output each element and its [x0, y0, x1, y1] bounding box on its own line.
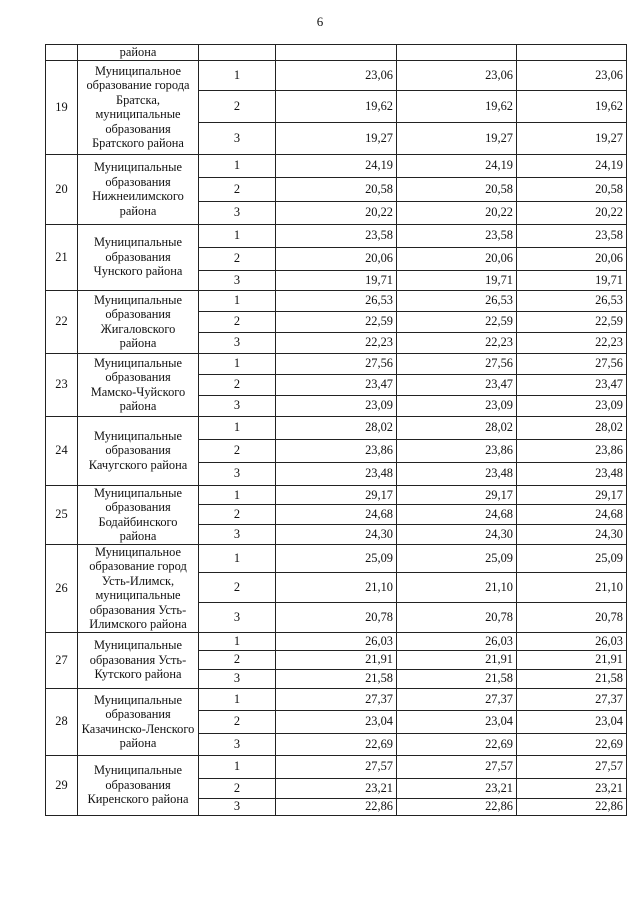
- row-number-cell: 27: [46, 632, 78, 688]
- value-cell: 22,86: [276, 798, 397, 815]
- zone-cell: 2: [199, 177, 276, 201]
- value-cell: 21,10: [517, 573, 627, 603]
- table-row: [46, 224, 627, 247]
- value-cell: 19,71: [276, 270, 397, 290]
- value-cell: 23,04: [276, 710, 397, 733]
- row-number-cell: 25: [46, 485, 78, 544]
- value-cell: 20,78: [276, 602, 397, 632]
- value-cell: 27,56: [517, 353, 627, 374]
- municipality-name-cell: Муниципальные образования Качугского района: [78, 416, 199, 485]
- zone-cell: 1: [199, 755, 276, 778]
- value-cell: 20,06: [276, 247, 397, 270]
- value-cell: 26,53: [517, 290, 627, 311]
- value-cell: 26,03: [276, 632, 397, 650]
- municipality-name-cell: Муниципальные образования Мамско-Чуйского района: [78, 353, 199, 416]
- zone-cell: 3: [199, 122, 276, 154]
- zone-cell: 2: [199, 505, 276, 525]
- municipality-name-cell: Муниципальные образования Киренского района: [78, 755, 199, 815]
- zone-cell: 3: [199, 462, 276, 485]
- municipality-name-cell: Муниципальное образование города Братска, муниципальные образования Братского района: [78, 60, 199, 154]
- zone-cell: 2: [199, 710, 276, 733]
- value-cell: 26,03: [397, 632, 517, 650]
- value-cell: 19,62: [517, 90, 627, 122]
- value-cell: 19,27: [276, 122, 397, 154]
- value-cell: 28,02: [517, 416, 627, 439]
- value-cell: 27,37: [397, 688, 517, 710]
- value-cell: 26,03: [517, 632, 627, 650]
- value-cell: 20,78: [517, 602, 627, 632]
- row-number-cell: 22: [46, 290, 78, 353]
- value-cell: 21,58: [397, 669, 517, 688]
- row-number-cell: 28: [46, 688, 78, 755]
- value-cell: 23,09: [276, 395, 397, 416]
- value-cell: 23,48: [517, 462, 627, 485]
- zone-cell: 3: [199, 201, 276, 224]
- value-cell: 29,17: [276, 485, 397, 505]
- continuation-value-cell: [276, 45, 397, 61]
- value-cell: 20,58: [276, 177, 397, 201]
- table-row: [46, 154, 627, 177]
- value-cell: 23,06: [397, 60, 517, 90]
- zone-cell: 1: [199, 290, 276, 311]
- value-cell: 27,56: [276, 353, 397, 374]
- value-cell: 19,71: [517, 270, 627, 290]
- municipality-name-cell: Муниципальные образования Чунского района: [78, 224, 199, 290]
- table-row: [46, 290, 627, 311]
- value-cell: 20,22: [397, 201, 517, 224]
- row-number-cell: 29: [46, 755, 78, 815]
- zone-cell: 3: [199, 733, 276, 755]
- zone-cell: 3: [199, 270, 276, 290]
- value-cell: 23,86: [517, 439, 627, 462]
- table-row: [46, 485, 627, 505]
- value-cell: 20,78: [397, 602, 517, 632]
- municipality-name-cell: Муниципальные образования Усть-Кутского района: [78, 632, 199, 688]
- value-cell: 22,23: [276, 332, 397, 353]
- value-cell: 23,86: [397, 439, 517, 462]
- table-row: [46, 353, 627, 374]
- value-cell: 23,04: [397, 710, 517, 733]
- table-row: [46, 416, 627, 439]
- continuation-zone-cell: [199, 45, 276, 61]
- value-cell: 24,19: [397, 154, 517, 177]
- value-cell: 20,58: [397, 177, 517, 201]
- zone-cell: 1: [199, 544, 276, 573]
- value-cell: 23,47: [276, 374, 397, 395]
- value-cell: 24,68: [397, 505, 517, 525]
- value-cell: 27,57: [517, 755, 627, 778]
- zone-cell: 1: [199, 688, 276, 710]
- municipality-name-cell: Муниципальные образования Казачинско-Ленского района: [78, 688, 199, 755]
- zone-cell: 1: [199, 632, 276, 650]
- value-cell: 23,06: [276, 60, 397, 90]
- continuation-value-cell: [397, 45, 517, 61]
- value-cell: 23,47: [397, 374, 517, 395]
- zone-cell: 2: [199, 311, 276, 332]
- value-cell: 20,06: [397, 247, 517, 270]
- table-row: [46, 544, 627, 573]
- value-cell: 20,22: [517, 201, 627, 224]
- value-cell: 27,56: [397, 353, 517, 374]
- zone-cell: 2: [199, 439, 276, 462]
- tariff-table-body: [46, 45, 627, 816]
- value-cell: 25,09: [276, 544, 397, 573]
- value-cell: 22,59: [397, 311, 517, 332]
- zone-cell: 2: [199, 90, 276, 122]
- value-cell: 23,48: [276, 462, 397, 485]
- row-number-cell: 20: [46, 154, 78, 224]
- municipality-name-cell: Муниципальные образования Нижнеилимского района: [78, 154, 199, 224]
- value-cell: 22,86: [517, 798, 627, 815]
- value-cell: 19,62: [397, 90, 517, 122]
- value-cell: 24,68: [276, 505, 397, 525]
- value-cell: 22,59: [276, 311, 397, 332]
- value-cell: 21,58: [276, 669, 397, 688]
- table-row: [46, 60, 627, 90]
- value-cell: 29,17: [397, 485, 517, 505]
- municipality-name-cell: Муниципальное образование город Усть-Илимск, муниципальные образования Усть-Илимского района: [78, 544, 199, 632]
- value-cell: 24,30: [276, 524, 397, 544]
- value-cell: 24,19: [276, 154, 397, 177]
- value-cell: 25,09: [397, 544, 517, 573]
- value-cell: 19,71: [397, 270, 517, 290]
- row-number-cell: 19: [46, 60, 78, 154]
- zone-cell: 1: [199, 224, 276, 247]
- value-cell: 29,17: [517, 485, 627, 505]
- value-cell: 27,37: [276, 688, 397, 710]
- value-cell: 27,57: [276, 755, 397, 778]
- zone-cell: 3: [199, 332, 276, 353]
- value-cell: 20,06: [517, 247, 627, 270]
- value-cell: 21,91: [517, 650, 627, 669]
- value-cell: 22,23: [397, 332, 517, 353]
- zone-cell: 1: [199, 353, 276, 374]
- value-cell: 25,09: [517, 544, 627, 573]
- value-cell: 24,30: [517, 524, 627, 544]
- value-cell: 23,21: [276, 778, 397, 798]
- municipality-name-cell: Муниципальные образования Бодайбинского района: [78, 485, 199, 544]
- zone-cell: 3: [199, 395, 276, 416]
- municipality-name-cell: Муниципальные образования Жигаловского района: [78, 290, 199, 353]
- value-cell: 23,86: [276, 439, 397, 462]
- value-cell: 22,69: [517, 733, 627, 755]
- value-cell: 28,02: [397, 416, 517, 439]
- table-row: [46, 755, 627, 778]
- continuation-value-cell: [517, 45, 627, 61]
- value-cell: 19,27: [517, 122, 627, 154]
- value-cell: 23,47: [517, 374, 627, 395]
- row-number-cell: 24: [46, 416, 78, 485]
- value-cell: 20,58: [517, 177, 627, 201]
- page-number: 6: [316, 14, 324, 29]
- value-cell: 23,48: [397, 462, 517, 485]
- value-cell: 21,91: [276, 650, 397, 669]
- value-cell: 22,59: [517, 311, 627, 332]
- value-cell: 23,58: [397, 224, 517, 247]
- value-cell: 23,09: [517, 395, 627, 416]
- value-cell: 23,09: [397, 395, 517, 416]
- value-cell: 28,02: [276, 416, 397, 439]
- row-number-cell: 23: [46, 353, 78, 416]
- zone-cell: 1: [199, 154, 276, 177]
- value-cell: 19,62: [276, 90, 397, 122]
- value-cell: 19,27: [397, 122, 517, 154]
- zone-cell: 1: [199, 416, 276, 439]
- zone-cell: 1: [199, 485, 276, 505]
- value-cell: 20,22: [276, 201, 397, 224]
- value-cell: 24,19: [517, 154, 627, 177]
- tariff-table: [45, 44, 627, 816]
- zone-cell: 3: [199, 798, 276, 815]
- value-cell: 24,68: [517, 505, 627, 525]
- zone-cell: 2: [199, 650, 276, 669]
- value-cell: 26,53: [397, 290, 517, 311]
- value-cell: 22,23: [517, 332, 627, 353]
- value-cell: 24,30: [397, 524, 517, 544]
- zone-cell: 3: [199, 602, 276, 632]
- value-cell: 21,10: [397, 573, 517, 603]
- value-cell: 22,69: [276, 733, 397, 755]
- value-cell: 26,53: [276, 290, 397, 311]
- value-cell: 22,69: [397, 733, 517, 755]
- zone-cell: 1: [199, 60, 276, 90]
- value-cell: 23,21: [397, 778, 517, 798]
- zone-cell: 2: [199, 778, 276, 798]
- value-cell: 23,58: [276, 224, 397, 247]
- zone-cell: 2: [199, 573, 276, 603]
- value-cell: 23,04: [517, 710, 627, 733]
- row-number-cell: 21: [46, 224, 78, 290]
- table-row: [46, 632, 627, 650]
- value-cell: 21,58: [517, 669, 627, 688]
- value-cell: 27,57: [397, 755, 517, 778]
- value-cell: 27,37: [517, 688, 627, 710]
- value-cell: 23,06: [517, 60, 627, 90]
- value-cell: 23,21: [517, 778, 627, 798]
- continuation-name-cell: района: [78, 45, 199, 61]
- value-cell: 21,10: [276, 573, 397, 603]
- table-row: [46, 688, 627, 710]
- zone-cell: 3: [199, 524, 276, 544]
- continuation-row: [46, 45, 627, 61]
- zone-cell: 2: [199, 374, 276, 395]
- zone-cell: 2: [199, 247, 276, 270]
- value-cell: 21,91: [397, 650, 517, 669]
- value-cell: 22,86: [397, 798, 517, 815]
- zone-cell: 3: [199, 669, 276, 688]
- value-cell: 23,58: [517, 224, 627, 247]
- row-number-cell: 26: [46, 544, 78, 632]
- continuation-num-cell: [46, 45, 78, 61]
